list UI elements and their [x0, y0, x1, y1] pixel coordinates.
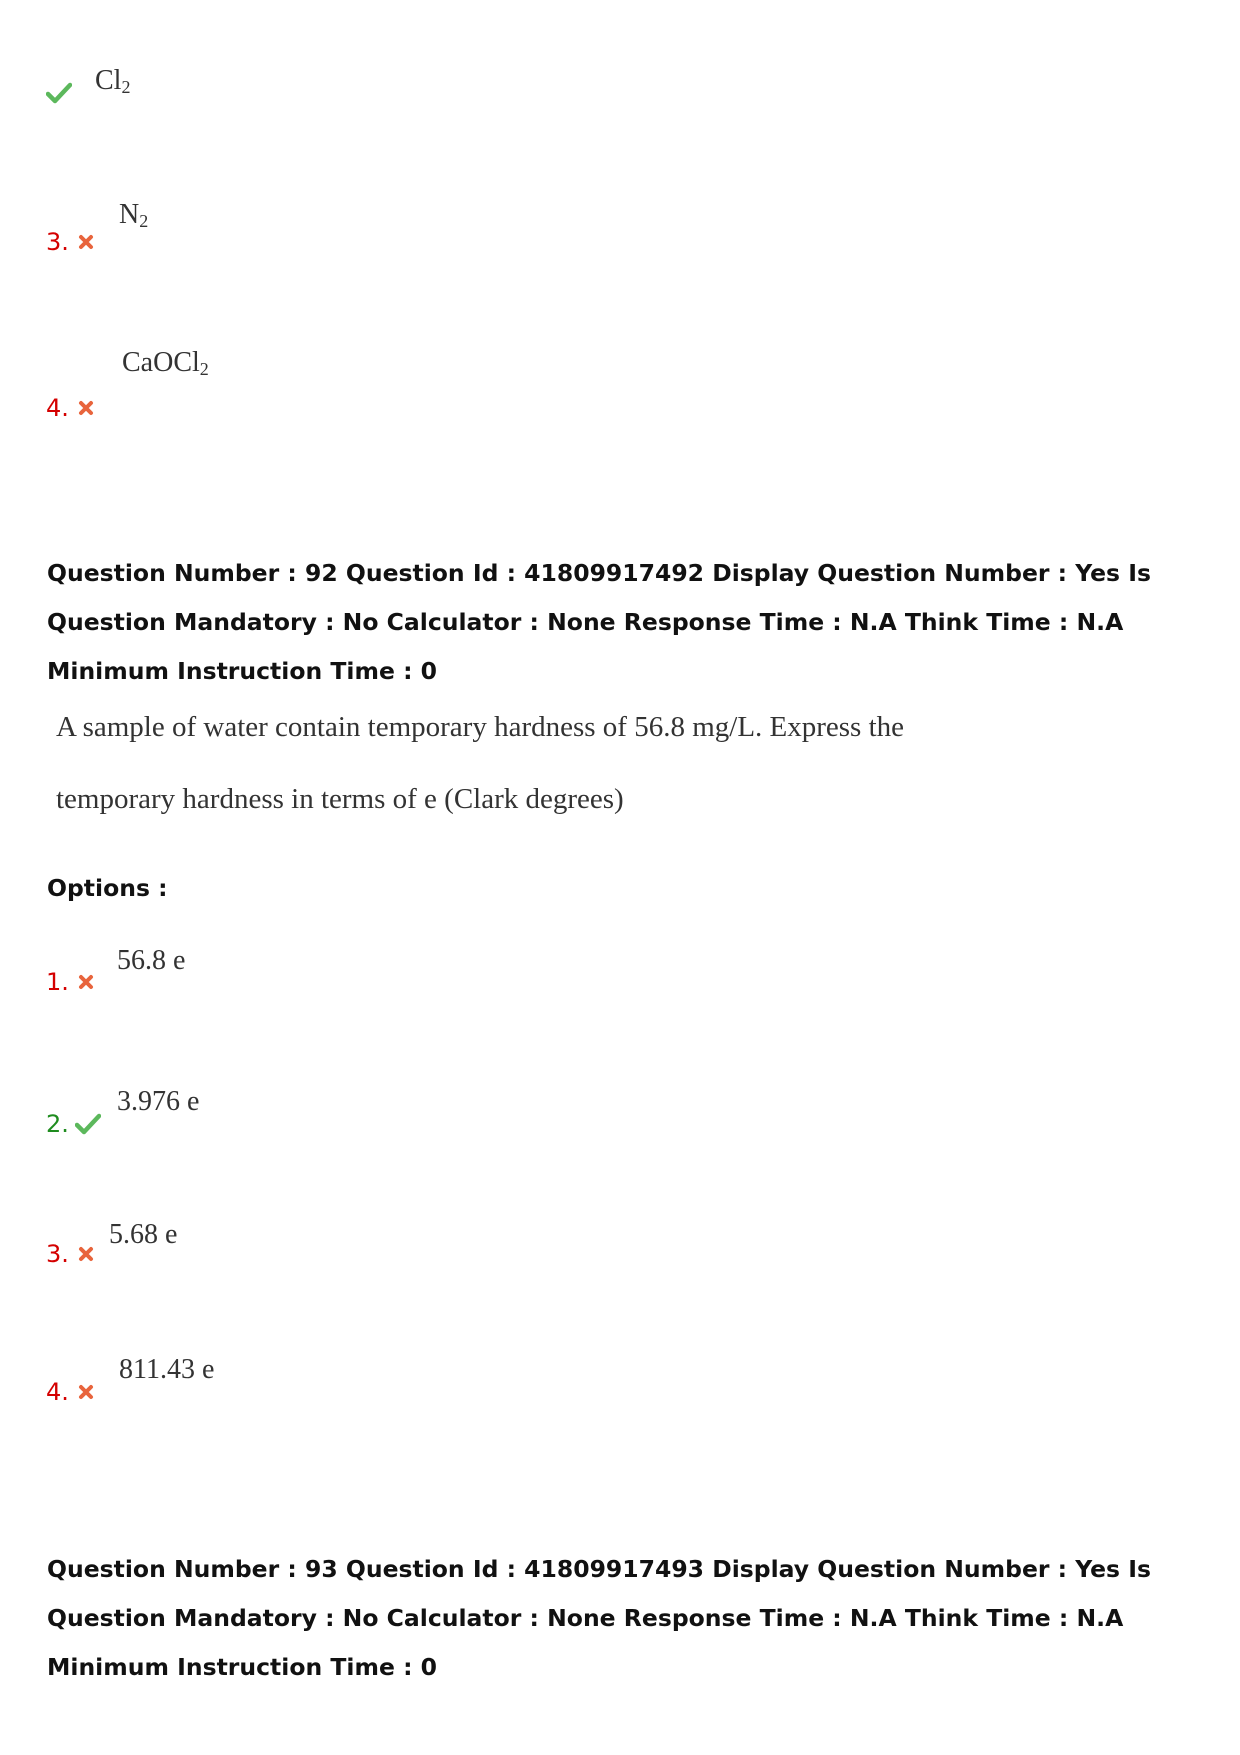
option-answer-image: 56.8 e	[117, 945, 186, 976]
cross-icon	[78, 1246, 98, 1266]
option-answer-image: 811.43 e	[119, 1354, 215, 1385]
option-number: 1.	[46, 968, 69, 996]
option-number: 4.	[46, 1378, 69, 1406]
cross-icon	[78, 234, 98, 254]
option-number: 4.	[46, 394, 69, 422]
option-answer-image: $N_2$	[119, 199, 149, 231]
prev-option-3	[46, 198, 246, 258]
check-icon	[75, 1113, 95, 1133]
cross-icon	[78, 1384, 98, 1404]
option-answer-image: CaOCl$_2$	[122, 347, 209, 379]
prev-option-4	[46, 342, 306, 422]
options-label: Options :	[47, 874, 168, 902]
option-number: 3.	[46, 228, 69, 256]
option-number: 3.	[46, 1240, 69, 1268]
question-header: Question Number : 93 Question Id : 41809917493 Display Question Number : Yes Is Question Mandatory : No Calculator : None Response Time : N.A Think Time : N.A Minimum Instruction Time : 0	[47, 1555, 1151, 1681]
question-text-line-2: temporary hardness in terms of e (Clark degrees)	[56, 783, 624, 815]
option-2	[46, 1085, 306, 1145]
prev-option-correct	[46, 64, 246, 114]
option-answer-image: 3.976 e	[117, 1086, 200, 1117]
option-1	[46, 944, 306, 1004]
option-4	[46, 1353, 306, 1413]
cross-icon	[78, 400, 98, 420]
question-text-line-1: A sample of water contain temporary hardness of 56.8 mg/L. Express the	[56, 711, 905, 743]
check-icon	[46, 82, 66, 102]
option-answer-image: 5.68 e	[109, 1219, 178, 1250]
question-header: Question Number : 92 Question Id : 41809917492 Display Question Number : Yes Is Question Mandatory : No Calculator : None Response Time : N.A Think Time : N.A Minimum Instruction Time : 0	[47, 559, 1151, 685]
option-answer-image: $Cl_2$	[95, 65, 131, 97]
cross-icon	[78, 974, 98, 994]
option-number: 2.	[46, 1110, 69, 1138]
option-3	[46, 1218, 306, 1278]
